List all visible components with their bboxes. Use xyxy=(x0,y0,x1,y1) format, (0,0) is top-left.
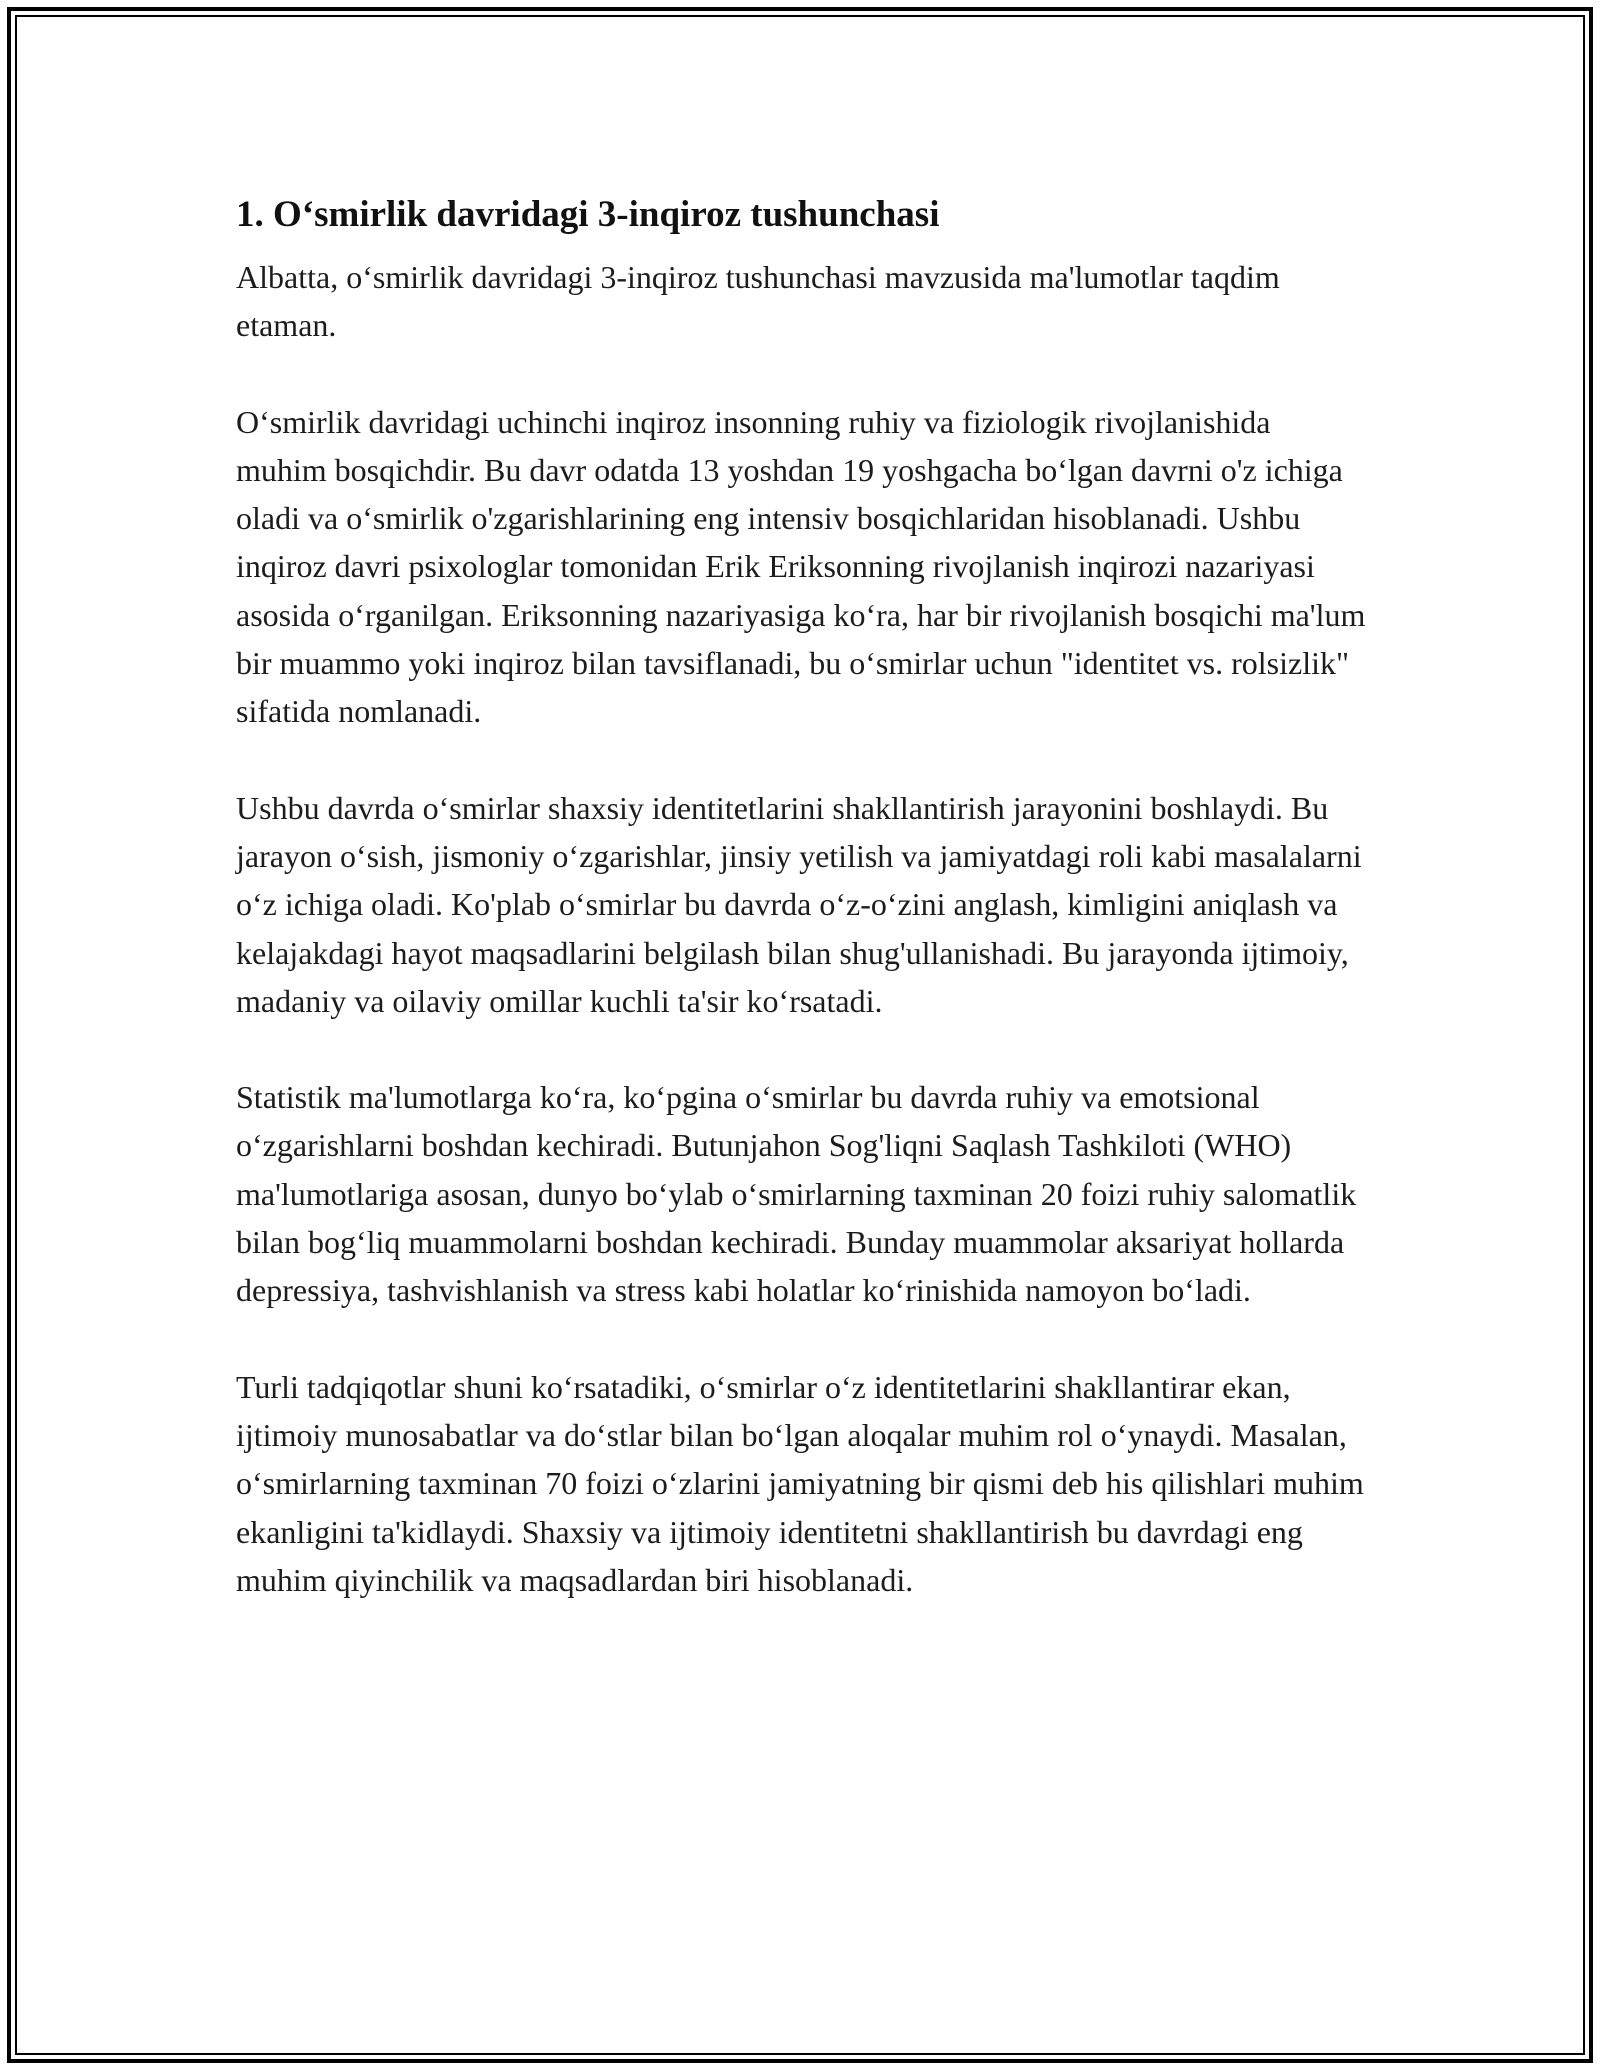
paragraph-social-relations: Turli tadqiqotlar shuni ko‘rsatadiki, o‘smirlar o‘z identitetlarini shakllantirar ekan, ijtimoiy munosabatlar va do‘stlar bilan bo‘lgan aloqalar muhim rol o‘ynaydi. Masalan, o‘smirlarning taxminan 70 foizi o‘zlarini jamiyatning bir qismi deb his qilishlari muhim ekanligini ta'kidlaydi. Shaxsiy va ijtimoiy identitetni shakllantirish bu davrdagi eng muhim qiyinchilik va maqsadlardan biri hisoblanadi. xyxy=(236,1368,1364,1598)
document-body xyxy=(236,186,1366,1604)
paragraph-statistics: Statistik ma'lumotlarga ko‘ra, ko‘pgina o‘smirlar bu davrda ruhiy va emotsional o‘zgarishlarni boshdan kechiradi. Butunjahon Sog'liqni Saqlash Tashkiloti (WHO) ma'lumotlariga asosan, dunyo bo‘ylab o‘smirlarning taxminan 20 foizi ruhiy salomatlik bilan bog‘liq muammolarni boshdan kechiradi. Bunday muammolar aksariyat hollarda depressiya, tashvishlanish va stress kabi holatlar ko‘rinishida namoyon bo‘ladi. xyxy=(236,1079,1357,1309)
paragraph-intro: Albatta, o‘smirlik davridagi 3-inqiroz tushunchasi mavzusida ma'lumotlar taqdim etaman. xyxy=(236,259,1280,344)
paragraph-third-crisis: O‘smirlik davridagi uchinchi inqiroz insonning ruhiy va fiziologik rivojlanishida muhim bosqichdir. Bu davr odatda 13 yoshdan 19 yoshgacha bo‘lgan davrni o'z ichiga oladi va o‘smirlik o'zgarishlarining eng intensiv bosqichlaridan hisoblanadi. Ushbu inqiroz davri psixologlar tomonidan Erik Eriksonning rivojlanish inqirozi nazariyasi asosida o‘rganilgan. Eriksonning nazariyasiga ko‘ra, har bir rivojlanish bosqichi ma'lum bir muammo yoki inqiroz bilan tavsiflanadi, bu o‘smirlar uchun "identitet vs. rolsizlik" sifatida nomlanadi. xyxy=(236,403,1366,730)
section-heading: 1. O‘smirlik davridagi 3-inqiroz tushunchasi xyxy=(236,194,940,235)
paragraph-identity-formation: Ushbu davrda o‘smirlar shaxsiy identitetlarini shakllantirish jarayonini boshlaydi. Bu jarayon o‘sish, jismoniy o‘zgarishlar, jinsiy yetilish va jamiyatdagi roli kabi masalalarni o‘z ichiga oladi. Ko'plab o‘smirlar bu davrda o‘z-o‘zini anglash, kimligini aniqlash va kelajakdagi hayot maqsadlarini belgilash bilan shug'ullanishadi. Bu jarayonda ijtimoiy, madaniy va oilaviy omillar kuchli ta'sir ko‘rsatadi. xyxy=(236,789,1362,1019)
